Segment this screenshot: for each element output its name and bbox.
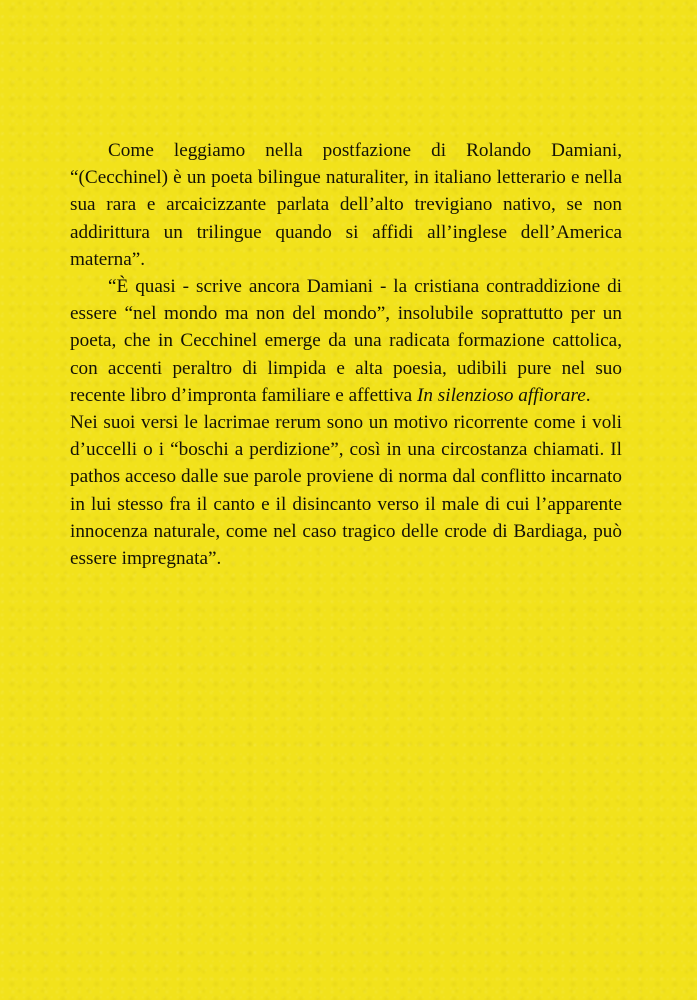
- paragraph-2-end: .: [585, 384, 591, 406]
- paragraph-2-text: “È quasi - scrive ancora Damiani - la cristiana contraddizione di essere “nel mondo ma non del mondo”, insolubile soprattutto per un poeta, che in Cecchinel emerge da una radicata formazione cattolica, con accenti peraltro di limpida e alta poesia, udibili pure nel suo recente libro d’impronta familiare e affettiva: [70, 276, 622, 406]
- paragraph-2: [70, 273, 622, 409]
- body-text: [70, 137, 622, 572]
- paragraph-1-text: Come leggiamo nella postfazione di Rolando Damiani, “(Cecchinel) è un poeta bilingue naturaliter, in italiano letterario e nella sua rara e arcaicizzante parlata dell’alto trevigiano nativo, se non addirittura un trilingue quando si affidi all’inglese dell’America materna”.: [70, 140, 622, 270]
- paragraph-1: [70, 137, 622, 273]
- paragraph-3-text: Nei suoi versi le lacrimae rerum sono un motivo ricorrente come i voli d’uccelli o i “boschi a perdizione”, così in una circostanza chiamati. Il pathos acceso dalle sue parole proviene di norma dal conflitto incarnato in lui stesso fra il canto e il disincanto verso il male di cui l’apparente innocenza naturale, come nel caso tragico delle crode di Bardiaga, può essere impregnata”.: [70, 412, 622, 570]
- paragraph-3: [70, 409, 622, 572]
- book-title-italic: In silenzioso affiorare: [417, 384, 586, 406]
